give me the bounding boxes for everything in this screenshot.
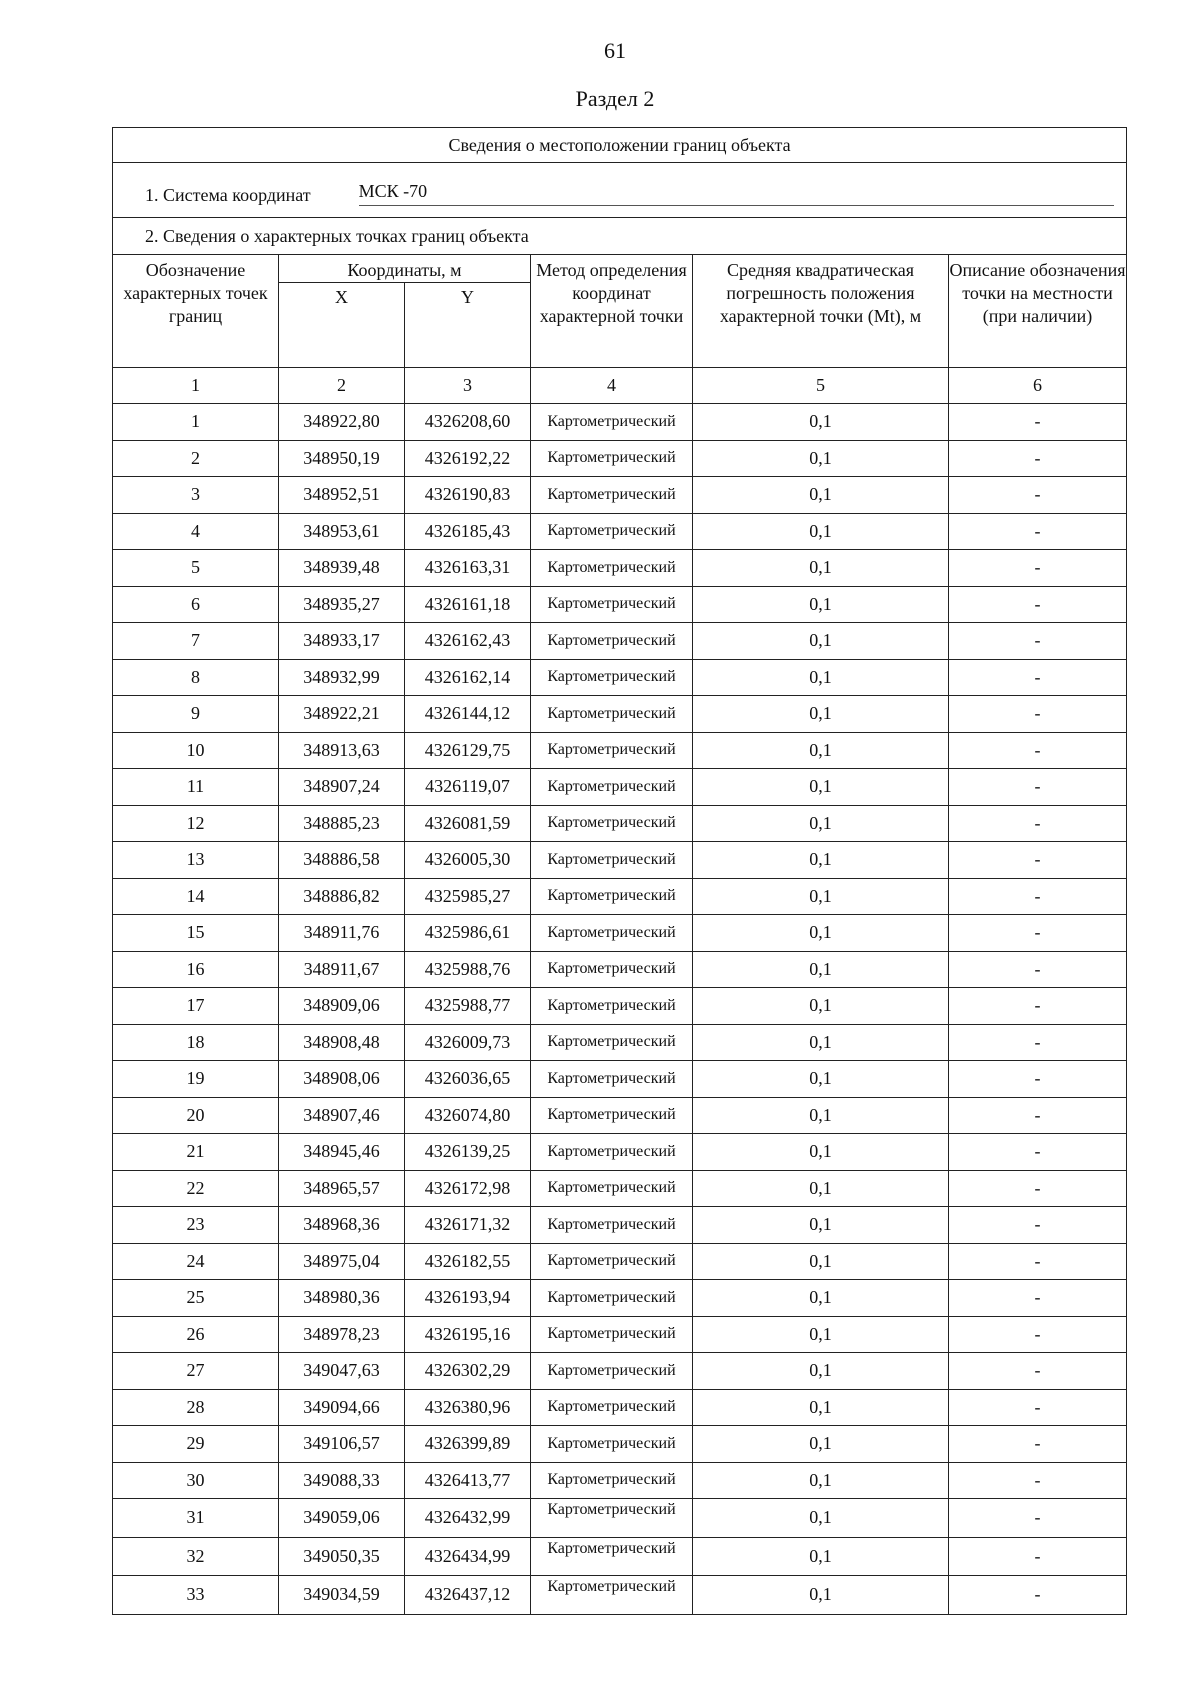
table-row bbox=[113, 805, 1127, 842]
error-cell: 0,1 bbox=[693, 659, 949, 696]
y-coordinate-cell: 4326380,96 bbox=[405, 1389, 531, 1426]
y-coordinate-cell: 4326172,98 bbox=[405, 1170, 531, 1207]
point-number-cell: 1 bbox=[113, 404, 279, 441]
header-y: Y bbox=[405, 283, 531, 368]
error-cell: 0,1 bbox=[693, 440, 949, 477]
description-cell: - bbox=[949, 1170, 1127, 1207]
point-number-cell: 14 bbox=[113, 878, 279, 915]
method-cell: Картометрический bbox=[531, 1316, 693, 1353]
error-cell: 0,1 bbox=[693, 404, 949, 441]
method-cell: Картометрический bbox=[531, 513, 693, 550]
error-cell: 0,1 bbox=[693, 1462, 949, 1499]
y-coordinate-cell: 4326413,77 bbox=[405, 1462, 531, 1499]
y-coordinate-cell: 4326190,83 bbox=[405, 477, 531, 514]
error-cell: 0,1 bbox=[693, 1207, 949, 1244]
column-number: 1 bbox=[113, 368, 279, 404]
x-coordinate-cell: 348980,36 bbox=[279, 1280, 405, 1317]
column-number: 6 bbox=[949, 368, 1127, 404]
x-coordinate-cell: 348911,76 bbox=[279, 915, 405, 952]
page-number: 61 bbox=[604, 38, 626, 63]
x-coordinate-cell: 348945,46 bbox=[279, 1134, 405, 1171]
method-cell: Картометрический bbox=[531, 659, 693, 696]
point-number-cell: 2 bbox=[113, 440, 279, 477]
error-cell: 0,1 bbox=[693, 550, 949, 587]
method-cell: Картометрический bbox=[531, 732, 693, 769]
error-cell: 0,1 bbox=[693, 1024, 949, 1061]
x-coordinate-cell: 348950,19 bbox=[279, 440, 405, 477]
method-cell: Картометрический bbox=[531, 1280, 693, 1317]
method-cell: Картометрический bbox=[531, 1576, 693, 1615]
boundary-points-table bbox=[112, 127, 1127, 1615]
x-coordinate-cell: 348932,99 bbox=[279, 659, 405, 696]
point-number-cell: 30 bbox=[113, 1462, 279, 1499]
point-number-cell: 33 bbox=[113, 1576, 279, 1615]
y-coordinate-cell: 4326162,43 bbox=[405, 623, 531, 660]
y-coordinate-cell: 4326302,29 bbox=[405, 1353, 531, 1390]
table-row bbox=[113, 477, 1127, 514]
column-numbers-row bbox=[113, 368, 1127, 404]
point-number-cell: 28 bbox=[113, 1389, 279, 1426]
header-coordinates: Координаты, м bbox=[279, 255, 531, 283]
y-coordinate-cell: 4326144,12 bbox=[405, 696, 531, 733]
description-cell: - bbox=[949, 1353, 1127, 1390]
description-cell: - bbox=[949, 1280, 1127, 1317]
description-cell: - bbox=[949, 769, 1127, 806]
description-cell: - bbox=[949, 805, 1127, 842]
description-cell: - bbox=[949, 404, 1127, 441]
error-cell: 0,1 bbox=[693, 988, 949, 1025]
method-cell: Картометрический bbox=[531, 1243, 693, 1280]
x-coordinate-cell: 349034,59 bbox=[279, 1576, 405, 1615]
x-coordinate-cell: 348939,48 bbox=[279, 550, 405, 587]
method-cell: Картометрический bbox=[531, 550, 693, 587]
y-coordinate-cell: 4326432,99 bbox=[405, 1499, 531, 1538]
x-coordinate-cell: 348933,17 bbox=[279, 623, 405, 660]
x-coordinate-cell: 348935,27 bbox=[279, 586, 405, 623]
error-cell: 0,1 bbox=[693, 1170, 949, 1207]
description-cell: - bbox=[949, 1097, 1127, 1134]
y-coordinate-cell: 4326129,75 bbox=[405, 732, 531, 769]
error-cell: 0,1 bbox=[693, 1316, 949, 1353]
table-row bbox=[113, 586, 1127, 623]
point-number-cell: 18 bbox=[113, 1024, 279, 1061]
error-cell: 0,1 bbox=[693, 1243, 949, 1280]
table-row bbox=[113, 404, 1127, 441]
x-coordinate-cell: 348907,24 bbox=[279, 769, 405, 806]
error-cell: 0,1 bbox=[693, 951, 949, 988]
description-cell: - bbox=[949, 440, 1127, 477]
point-number-cell: 20 bbox=[113, 1097, 279, 1134]
method-cell: Картометрический bbox=[531, 1353, 693, 1390]
table-row bbox=[113, 1316, 1127, 1353]
x-coordinate-cell: 348953,61 bbox=[279, 513, 405, 550]
description-cell: - bbox=[949, 1024, 1127, 1061]
point-number-cell: 3 bbox=[113, 477, 279, 514]
point-number-cell: 22 bbox=[113, 1170, 279, 1207]
y-coordinate-cell: 4325988,76 bbox=[405, 951, 531, 988]
header-x: X bbox=[279, 283, 405, 368]
method-cell: Картометрический bbox=[531, 623, 693, 660]
section-title: Раздел 2 bbox=[575, 86, 655, 111]
description-cell: - bbox=[949, 1207, 1127, 1244]
table-row bbox=[113, 513, 1127, 550]
description-cell: - bbox=[949, 1316, 1127, 1353]
description-cell: - bbox=[949, 1576, 1127, 1615]
column-number: 5 bbox=[693, 368, 949, 404]
coord-system-value: МСК -70 bbox=[359, 181, 1114, 206]
description-cell: - bbox=[949, 513, 1127, 550]
y-coordinate-cell: 4326399,89 bbox=[405, 1426, 531, 1463]
column-number: 4 bbox=[531, 368, 693, 404]
y-coordinate-cell: 4326139,25 bbox=[405, 1134, 531, 1171]
description-cell: - bbox=[949, 915, 1127, 952]
table-row bbox=[113, 623, 1127, 660]
point-number-cell: 24 bbox=[113, 1243, 279, 1280]
x-coordinate-cell: 348952,51 bbox=[279, 477, 405, 514]
table-row bbox=[113, 951, 1127, 988]
description-cell: - bbox=[949, 878, 1127, 915]
point-number-cell: 8 bbox=[113, 659, 279, 696]
error-cell: 0,1 bbox=[693, 1537, 949, 1576]
y-coordinate-cell: 4326163,31 bbox=[405, 550, 531, 587]
table-row bbox=[113, 988, 1127, 1025]
description-cell: - bbox=[949, 1134, 1127, 1171]
method-cell: Картометрический bbox=[531, 915, 693, 952]
x-coordinate-cell: 348886,58 bbox=[279, 842, 405, 879]
point-number-cell: 19 bbox=[113, 1061, 279, 1098]
error-cell: 0,1 bbox=[693, 805, 949, 842]
x-coordinate-cell: 348908,48 bbox=[279, 1024, 405, 1061]
point-number-cell: 5 bbox=[113, 550, 279, 587]
y-coordinate-cell: 4326193,94 bbox=[405, 1280, 531, 1317]
point-number-cell: 23 bbox=[113, 1207, 279, 1244]
error-cell: 0,1 bbox=[693, 842, 949, 879]
table-row bbox=[113, 696, 1127, 733]
point-number-cell: 25 bbox=[113, 1280, 279, 1317]
table-row bbox=[113, 1389, 1127, 1426]
header-method: Метод определения координат характерной точки bbox=[531, 255, 693, 368]
error-cell: 0,1 bbox=[693, 696, 949, 733]
x-coordinate-cell: 348913,63 bbox=[279, 732, 405, 769]
header-error: Средняя квадратическая погрешность положения характерной точки (Mt), м bbox=[693, 255, 949, 368]
description-cell: - bbox=[949, 1061, 1127, 1098]
description-cell: - bbox=[949, 696, 1127, 733]
method-cell: Картометрический bbox=[531, 477, 693, 514]
table-row bbox=[113, 1170, 1127, 1207]
y-coordinate-cell: 4325986,61 bbox=[405, 915, 531, 952]
header-description: Описание обозначения точки на местности (при наличии) bbox=[949, 255, 1127, 368]
description-cell: - bbox=[949, 623, 1127, 660]
point-number-cell: 9 bbox=[113, 696, 279, 733]
x-coordinate-cell: 348909,06 bbox=[279, 988, 405, 1025]
y-coordinate-cell: 4326185,43 bbox=[405, 513, 531, 550]
x-coordinate-cell: 349088,33 bbox=[279, 1462, 405, 1499]
description-cell: - bbox=[949, 550, 1127, 587]
table-row bbox=[113, 1024, 1127, 1061]
point-number-cell: 15 bbox=[113, 915, 279, 952]
x-coordinate-cell: 348911,67 bbox=[279, 951, 405, 988]
x-coordinate-cell: 348922,80 bbox=[279, 404, 405, 441]
description-cell: - bbox=[949, 1243, 1127, 1280]
y-coordinate-cell: 4326081,59 bbox=[405, 805, 531, 842]
description-cell: - bbox=[949, 842, 1127, 879]
table-caption: Сведения о местоположении границ объекта bbox=[113, 128, 1127, 163]
method-cell: Картометрический bbox=[531, 769, 693, 806]
y-coordinate-cell: 4326074,80 bbox=[405, 1097, 531, 1134]
error-cell: 0,1 bbox=[693, 477, 949, 514]
point-number-cell: 26 bbox=[113, 1316, 279, 1353]
x-coordinate-cell: 348968,36 bbox=[279, 1207, 405, 1244]
table-row bbox=[113, 440, 1127, 477]
y-coordinate-cell: 4325988,77 bbox=[405, 988, 531, 1025]
description-cell: - bbox=[949, 988, 1127, 1025]
method-cell: Картометрический bbox=[531, 1170, 693, 1207]
error-cell: 0,1 bbox=[693, 915, 949, 952]
table-row bbox=[113, 1537, 1127, 1576]
y-coordinate-cell: 4326162,14 bbox=[405, 659, 531, 696]
method-cell: Картометрический bbox=[531, 440, 693, 477]
error-cell: 0,1 bbox=[693, 513, 949, 550]
y-coordinate-cell: 4326036,65 bbox=[405, 1061, 531, 1098]
table-row bbox=[113, 1280, 1127, 1317]
method-cell: Картометрический bbox=[531, 586, 693, 623]
point-number-cell: 6 bbox=[113, 586, 279, 623]
error-cell: 0,1 bbox=[693, 1389, 949, 1426]
coord-system-label: 1. Система координат bbox=[145, 184, 311, 205]
error-cell: 0,1 bbox=[693, 1061, 949, 1098]
point-number-cell: 32 bbox=[113, 1537, 279, 1576]
error-cell: 0,1 bbox=[693, 1353, 949, 1390]
method-cell: Картометрический bbox=[531, 1024, 693, 1061]
y-coordinate-cell: 4326434,99 bbox=[405, 1537, 531, 1576]
y-coordinate-cell: 4326195,16 bbox=[405, 1316, 531, 1353]
description-cell: - bbox=[949, 732, 1127, 769]
x-coordinate-cell: 349050,35 bbox=[279, 1537, 405, 1576]
y-coordinate-cell: 4326437,12 bbox=[405, 1576, 531, 1615]
method-cell: Картометрический bbox=[531, 696, 693, 733]
method-cell: Картометрический bbox=[531, 404, 693, 441]
table-row bbox=[113, 915, 1127, 952]
y-coordinate-cell: 4325985,27 bbox=[405, 878, 531, 915]
coord-system-cell bbox=[113, 163, 1127, 218]
table-row bbox=[113, 842, 1127, 879]
point-number-cell: 29 bbox=[113, 1426, 279, 1463]
table-row bbox=[113, 550, 1127, 587]
description-cell: - bbox=[949, 1462, 1127, 1499]
error-cell: 0,1 bbox=[693, 623, 949, 660]
y-coordinate-cell: 4326182,55 bbox=[405, 1243, 531, 1280]
method-cell: Картометрический bbox=[531, 1426, 693, 1463]
point-number-cell: 16 bbox=[113, 951, 279, 988]
x-coordinate-cell: 348908,06 bbox=[279, 1061, 405, 1098]
error-cell: 0,1 bbox=[693, 1426, 949, 1463]
x-coordinate-cell: 349047,63 bbox=[279, 1353, 405, 1390]
x-coordinate-cell: 348975,04 bbox=[279, 1243, 405, 1280]
table-row bbox=[113, 769, 1127, 806]
method-cell: Картометрический bbox=[531, 951, 693, 988]
method-cell: Картометрический bbox=[531, 842, 693, 879]
x-coordinate-cell: 348965,57 bbox=[279, 1170, 405, 1207]
description-cell: - bbox=[949, 586, 1127, 623]
x-coordinate-cell: 349094,66 bbox=[279, 1389, 405, 1426]
point-number-cell: 17 bbox=[113, 988, 279, 1025]
description-cell: - bbox=[949, 1499, 1127, 1538]
point-number-cell: 31 bbox=[113, 1499, 279, 1538]
table-row bbox=[113, 1426, 1127, 1463]
header-designation: Обозначение характерных точек границ bbox=[113, 255, 279, 368]
description-cell: - bbox=[949, 659, 1127, 696]
y-coordinate-cell: 4326192,22 bbox=[405, 440, 531, 477]
table-row bbox=[113, 1462, 1127, 1499]
table-row bbox=[113, 659, 1127, 696]
y-coordinate-cell: 4326208,60 bbox=[405, 404, 531, 441]
error-cell: 0,1 bbox=[693, 878, 949, 915]
table-row bbox=[113, 1353, 1127, 1390]
error-cell: 0,1 bbox=[693, 586, 949, 623]
x-coordinate-cell: 348885,23 bbox=[279, 805, 405, 842]
point-number-cell: 11 bbox=[113, 769, 279, 806]
error-cell: 0,1 bbox=[693, 1576, 949, 1615]
description-cell: - bbox=[949, 1426, 1127, 1463]
method-cell: Картометрический bbox=[531, 1097, 693, 1134]
table-row bbox=[113, 1243, 1127, 1280]
method-cell: Картометрический bbox=[531, 1389, 693, 1426]
table-row bbox=[113, 1207, 1127, 1244]
method-cell: Картометрический bbox=[531, 805, 693, 842]
x-coordinate-cell: 349059,06 bbox=[279, 1499, 405, 1538]
error-cell: 0,1 bbox=[693, 1097, 949, 1134]
y-coordinate-cell: 4326005,30 bbox=[405, 842, 531, 879]
point-number-cell: 4 bbox=[113, 513, 279, 550]
method-cell: Картометрический bbox=[531, 1207, 693, 1244]
point-number-cell: 27 bbox=[113, 1353, 279, 1390]
method-cell: Картометрический bbox=[531, 1462, 693, 1499]
table-row bbox=[113, 1097, 1127, 1134]
error-cell: 0,1 bbox=[693, 1280, 949, 1317]
method-cell: Картометрический bbox=[531, 988, 693, 1025]
description-cell: - bbox=[949, 1389, 1127, 1426]
point-number-cell: 10 bbox=[113, 732, 279, 769]
point-number-cell: 13 bbox=[113, 842, 279, 879]
point-number-cell: 12 bbox=[113, 805, 279, 842]
column-number: 2 bbox=[279, 368, 405, 404]
column-number: 3 bbox=[405, 368, 531, 404]
x-coordinate-cell: 348922,21 bbox=[279, 696, 405, 733]
x-coordinate-cell: 348907,46 bbox=[279, 1097, 405, 1134]
table-row bbox=[113, 1576, 1127, 1615]
method-cell: Картометрический bbox=[531, 1537, 693, 1576]
y-coordinate-cell: 4326161,18 bbox=[405, 586, 531, 623]
method-cell: Картометрический bbox=[531, 1134, 693, 1171]
y-coordinate-cell: 4326009,73 bbox=[405, 1024, 531, 1061]
point-number-cell: 21 bbox=[113, 1134, 279, 1171]
error-cell: 0,1 bbox=[693, 1134, 949, 1171]
error-cell: 0,1 bbox=[693, 1499, 949, 1538]
table-row bbox=[113, 878, 1127, 915]
y-coordinate-cell: 4326119,07 bbox=[405, 769, 531, 806]
description-cell: - bbox=[949, 1537, 1127, 1576]
table-row bbox=[113, 1134, 1127, 1171]
x-coordinate-cell: 348978,23 bbox=[279, 1316, 405, 1353]
method-cell: Картометрический bbox=[531, 1499, 693, 1538]
x-coordinate-cell: 348886,82 bbox=[279, 878, 405, 915]
table-row bbox=[113, 1061, 1127, 1098]
description-cell: - bbox=[949, 477, 1127, 514]
error-cell: 0,1 bbox=[693, 769, 949, 806]
point-number-cell: 7 bbox=[113, 623, 279, 660]
description-cell: - bbox=[949, 951, 1127, 988]
points-caption: 2. Сведения о характерных точках границ объекта bbox=[113, 218, 1127, 255]
table-row bbox=[113, 732, 1127, 769]
y-coordinate-cell: 4326171,32 bbox=[405, 1207, 531, 1244]
x-coordinate-cell: 349106,57 bbox=[279, 1426, 405, 1463]
error-cell: 0,1 bbox=[693, 732, 949, 769]
method-cell: Картометрический bbox=[531, 1061, 693, 1098]
method-cell: Картометрический bbox=[531, 878, 693, 915]
table-row bbox=[113, 1499, 1127, 1538]
